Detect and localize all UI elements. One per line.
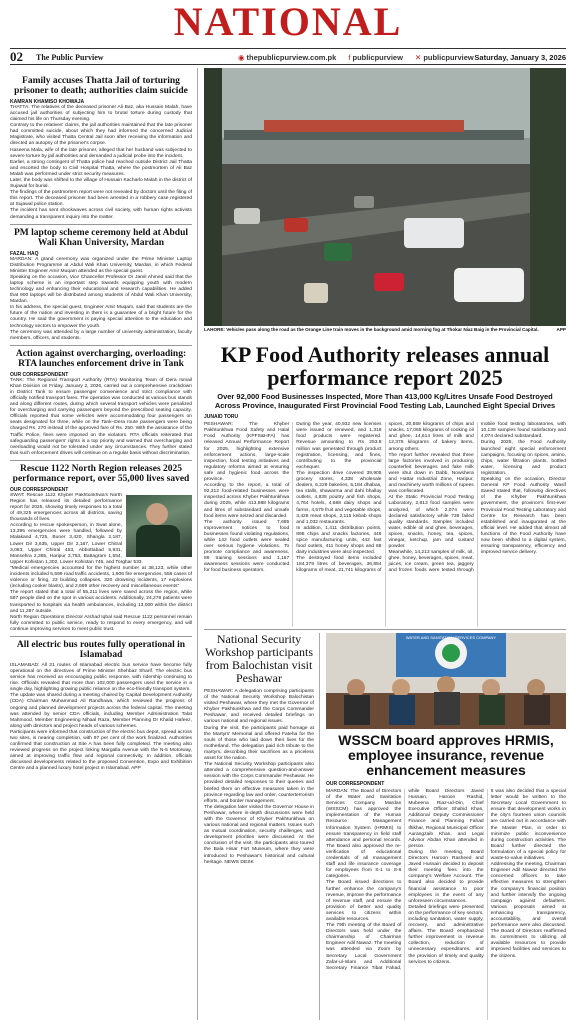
facebook-link[interactable]: f publicpurview bbox=[348, 53, 403, 62]
main-story bbox=[204, 343, 566, 627]
globe-icon: ◉ bbox=[238, 53, 245, 62]
headline: Family accuses Thatta Jail of torturing prisoner to death; authorities claim suicide bbox=[14, 76, 188, 97]
article-body: MARDAN: The Board of Directors of the Water and Sanitation Services Company Mardan (WSSCM) has approved the implementation of the Human Resource Management Information System (HRMIS) to ensure transparency in field staff attendance and personal records. The Board also approved the re-verification of educational credentials of all management staff and life insurance coverage for employees from S-1 to S-6 categories. The Board issued directions to further enhance the company's revenue, improve the performance of revenue staff, and ensure the provision of better and quality services to citizens within available resources. The 79th meeting of the Board of Directors was held under the chairmanship of Chairman Engineer Adil Nawaz. The meeting was attended via Zoom by Secretary Local Government Zafar-ul-Islam and Additional Secretary Finance Tibat Fahad, while Board Directors Javed Hussain, Haroon Rashid, Mubeena Riaz-ud-Din, Chief Executive Officer Shahid Khan, Additional Deputy Commissioner Finance and Planning Fahad Iftikhar, Regional Municipal Officer Aurangzaib Khan, and Legal Advisor Abdan Khan attended in person. During the meeting, Board Directors Haroon Rasheed and Javed Hussain decided to deposit their meeting fees into the company's Welfare Account. The Board also decided to provide financial assistance to poor employees in the event of any unforeseen circumstances. Detailed briefings were presented on the performance of key sectors, including sanitation, water supply, recovery, and administrative affairs. The Board emphasized further improvement in revenue collection, reduction of unnecessary expenditures, and the provision of timely and quality services to citizens. It was also decided that a special letter would be written to the Secretary Local Government to ensure that development works in the city's fourteen union councils are carried out in accordance with the Master Plan, in order to minimize public inconvenience during construction activities. The Board further directed the formulation of a special policy for waste-to-value initiatives. Addressing the meeting, Chairman Engineer Adil Nawaz directed the concerned officers to take effective measures to strengthen the company's financial position and further intensify the ongoing campaign against defaulters. Various proposals aimed at enhancing transparency, accountability, and overall performance were also discussed. The Board of Directors reaffirmed its commitment to utilizing all available resources to provide improved facilities and services to the citizens. bbox=[326, 789, 566, 971]
wsscm-story bbox=[326, 733, 566, 1020]
top-bar bbox=[10, 48, 566, 65]
meeting-photo-illustration bbox=[326, 633, 566, 729]
article-lead: SWAT: Rescue 1122 Khyber Pakhtunkhwa's North Region has released its detailed performance report for 2025, showing timely responses to a total of 49,325 emergencies across all districts, saving thousands of lives. According to rescue spokesperson, in Swat alone, 13,395 emergencies were handled, followed by Malakand 4,725, Buner 3,420, Shangla 2,187, Lower Dir 3,635, Upper Dir 2,187, Lower Chitral 3,063, Upper Chitral 453, Abbottabad 5,931, Mansehra 2,365, Haripur 3,753, Battagram 1,554, Upper Kohistan 1,302, Lower Kohistan 745, and Torghar 533. bbox=[10, 492, 143, 565]
headline: WSSCM board approves HRMIS, employee insurance, revenue enhancement measures bbox=[338, 733, 554, 778]
lead-photo bbox=[204, 68, 566, 326]
headline: Rescue 1122 North Region releases 2025 performance report, over 55,000 lives saved bbox=[12, 463, 190, 485]
page-number: 02 bbox=[10, 49, 23, 64]
article-electric-bus bbox=[10, 640, 192, 773]
main-deck: Over 92,000 Food Businesses Inspected, More Than 413,000 Kg/Litres Unsafe Food Destroyed Across Province, Inaugurated First Provincial Food Testing Lab, Launched Eight Special Drives bbox=[214, 392, 556, 411]
wsscm-photo bbox=[326, 633, 566, 729]
section-title: NATIONAL bbox=[173, 0, 403, 44]
article-thatta-jail bbox=[10, 76, 192, 221]
website-link[interactable]: ◉ thepublicpurview.com.pk bbox=[238, 53, 337, 62]
issue-date: Saturday, January 3, 2026 bbox=[474, 53, 566, 62]
main-headline: KP Food Authority releases annual performance report 2025 bbox=[220, 343, 550, 391]
byline: KAMRAN KHAMISO KHOWAJA bbox=[10, 98, 85, 105]
article-body: THATTA: The relatives of the deceased prisoner Ali Baz, aka Hussain Malah, have accused jail authorities of subjecting him to brutal torture during custody that claimed his life on Thursday evening. Contrary to the relatives' claims, the jail authorities maintained that the late prisoner had committed suicide, about which they had informed the concerned Judicial Magistrate, who visited Thatta Central Jail soon after receiving the information and directed an autopsy of the prisoner's corpse. Haseena Mala, wife of the late prisoner, alleged that her husband was subjected to severe torture by jail authorities and demanded a judicial probe into the incident. Earlier, a strong contingent of Thatta police had reached outside District Jail Thatta and escorted the body to Civil Hospital Thatta, where the postmortem of Ali Baz Malah was performed under strict security measures. Later, the body was shifted to the village of Hussain Kacharlo Malah in the district of Sujawal for burial. The findings of the postmortem report were not revealed by doctors until the filing of this report. The deceased prisoner had been arrested in a robbery case registered at Sujawal police station. The incident has sent shockwaves across civil society, with human rights activists demanding a transparent inquiry into the matter. bbox=[10, 104, 192, 220]
left-column bbox=[10, 68, 198, 1020]
headline: All electric bus routes fully operational in Islamabad bbox=[16, 639, 186, 661]
article-body: ISLAMABAD: All 21 routes of Islamabad electric bus service have become fully operational on the directives of Prime Minister Shehbaz Sharif. The electric bus service has received an encouraging public response, with ridership continuing to rise. Officials revealed that more than 102,000 passengers used the service in a single day, highlighting growing public reliance on the eco-friendly transport system. The update was shared during a meeting chaired by Capital Development Authority (CDA) Chairman Muhammad Ali Randhawa, which reviewed the progress of ongoing and planned development projects across the federal capital. The meeting was attended by senior CDA officials, including Member Administration Talat Mahmood, Member Engineering Nihaal Raza, Member Planning Dr Khalid Hafeez, along with directors and project heads of various schemes. Participants were informed that construction of the electric bus depot, spread across two sites, is nearing completion, with 97 per cent of the work finalized. Authorities confirmed that construction at Site A has been fully completed. The meeting also reviewed progress on the project linking Margalla Avenue with the N-5 Motorway, aimed at improving traffic flow and regional connectivity. In addition, officials discussed developments related to the proposed Convention, Expo and Exhibition Centre and a planned luxury hotel project in Islamabad. APP bbox=[10, 662, 192, 772]
article-body: "Medical emergencies accounted for the highest number at 38,123, while other incidents included 5,599 road traffic accidents, 1,906 fire emergencies, 556 cases of violence or firing, 23 building collapses, 320 drowning incidents, 17 explosions (including cooker blasts), and 2,669 other recovery and miscellaneous events" The report stated that a total of 55,211 lives were saved across the region, while 597 people died on the spot in various accidents. Additionally, 24,278 patients were transported to hospitals via health ambulances, including 13,000 within the district and 11,297 outside. North Region Operations Director Arshad Iqbal said Rescue 1122 personnel remain fully committed to public service, ready to respond to every emergency, and will continue improving services to meet public trust. bbox=[10, 565, 192, 632]
social-links bbox=[238, 50, 484, 65]
facebook-icon: f bbox=[348, 53, 351, 62]
article-rta-tank bbox=[10, 349, 192, 457]
photo-caption: LAHORE: Vehicles pass along the road as the Orange Line train moves in the background amid morning fog at Thokar Niaz Baig in the Provincial Capital. APP bbox=[204, 327, 566, 332]
headline: PM laptop scheme ceremony held at Abdul Wali Khan University, Mardan bbox=[14, 227, 188, 249]
wssc-banner-text: WATER AND SANITATION SERVICES COMPANY MARDAN bbox=[405, 635, 497, 645]
byline: OUR CORRESPONDENT bbox=[10, 371, 69, 378]
article-body: PESHAWAR: A delegation comprising participants of the National Security Workshop Balochistan visited Peshawar, where they met the Governor of Khyber Pakhtunkhwa and the Corps Commander Peshawar, and received detailed briefings on various national and regional issues. During the visit, the participants paid homage at the Martyrs' Memorial and offered Fateha for the souls of those who laid down their lives for the motherland. The delegation paid rich tribute to the martyrs, describing their sacrifices as a priceless asset for the nation. The National Security Workshop participants also attended a comprehensive question-and-answer session with the Corps Commander Peshawar. He provided detailed responses to their queries and briefed them on effective measures taken in the province regarding law and order, counterterrorism efforts, and border management. The delegation later visited the Governor House in Peshawar, where in-depth discussions were held with the Governor of Khyber Pakhtunkhwa on various national and regional matters. Issues such as mutual coordination, security challenges, and development priorities were discussed. At the conclusion of the visit, the participants also toured the Bala Hisar Fort Museum, where they were introduced to Peshawar's historical and cultural heritage. NEWS DESK bbox=[204, 689, 314, 865]
paper-name: The Public Purview bbox=[36, 53, 104, 62]
byline: OUR CORRESPONDENT bbox=[326, 781, 385, 787]
divider bbox=[204, 629, 566, 630]
twitter-link[interactable]: ✕ publicpurview bbox=[415, 53, 474, 62]
twitter-icon: ✕ bbox=[415, 53, 422, 62]
article-body: TANK: The Regional Transport Authority (RTA) Monitoring Team of Dera Ismail Khan Division on Friday, January 2, 2026, carried out a comprehensive crackdown in District Tank to ensure passenger convenience and strict compliance with officially notified transport fares. The operation was conducted at various bus stands and along different routes, during which several transport vehicles were penalized for overcharging and carrying passengers beyond the prescribed seating capacity. Officials reported that some vehicles were accommodating four passengers on seats designated for three, while on the Tank–Dera route passengers were being charged Rs. 270 instead of the approved fare of Rs. 250. With the assistance of the Traffic Police, fines were imposed on the violators. RTA officials reiterated that safeguarding passengers' rights is a top priority and warned that overcharging and overloading would not be tolerated under any circumstances. They further stated that such enforcement drives will continue on a regular basis without discrimination. bbox=[10, 377, 192, 456]
article-rescue-1122 bbox=[10, 464, 192, 633]
byline: OUR CORRESPONDENT bbox=[10, 486, 69, 493]
headline: Action against overcharging, overloading: RTA launches enforcement drive in Tank bbox=[15, 348, 187, 370]
article-laptop-scheme bbox=[10, 228, 192, 342]
byline: JUNAID TORU bbox=[204, 414, 239, 421]
headline: National Security Workshop participants from Balochistan visit Peshawar bbox=[204, 633, 313, 685]
rescue-official-photo bbox=[126, 495, 192, 557]
nsw-story bbox=[204, 633, 320, 1020]
photo-credit: APP bbox=[556, 327, 566, 332]
traffic-photo-illustration bbox=[204, 68, 566, 326]
article-body: MARDAN: A grand ceremony was organized under the Prime Minister Laptop Distribution Programme at Abdul Wali Khan University, Mardan, in which Federal Minister Engineer Amir Muqam attended as the special guest. Speaking on the occasion, Vice Chancellor Professor Dr Jamil Ahmed said that the laptop scheme is an important step towards equipping youth with modern technology and enhancing their educational and research capabilities. He added that 900 laptops will be distributed among students of Abdul Wali Khan University, Mardan. In his address, the special guest, Engineer Amir Muqam, said that students are the future of the nation and investing in them is a guarantee of a bright future for the country. He said the government is paying special attention to the education and technology sectors to empower the youth. The ceremony was attended by a large number of university administration, faculty members, officers, and students. bbox=[10, 256, 192, 341]
main-body: PESHAWAR: The Khyber Pakhtunkhwa Food Safety and Halal Food Authority (KPFS&HFA) has released Annual Performance Report for 2025, highlighting extensive enforcement actions, large-scale inspection, food testing initiatives and regulatory reforms aimed at ensuring safe and hygienic food across the province. According to the report, a total of 92,312 food-related businesses were inspected across Khyber Pakhtunkhwa during 2025, while 413,888 kilograms and litres of substandard and unsafe food items were seized and discarded. The authority issued 7,685 improvement notices to food businesses found violating regulations, while 142 food outlets were sealed over serious hygiene violations. To promote compliance and awareness, 89 training sessions and 1,167 awareness sessions were conducted for food business operators. During the year, 40,932 new licenses were issued or renewed, and 1,318 food products were registered. Revenue amounting to Rs 253.8 million was generated through product registration, licensing, and fines, contributing to the provincial exchequer. The inspection drive covered 39,905 grocery stores, 4,338 wholesale dealers, 6,228 bakeries, 5,184 dhabas, tea stalls, shawarma and dahi bhallay outlets, 4,835 poultry and fish shops, 4,764 hotels, 4,688 dairy shops and farms, 4,579 fruit and vegetable shops, 3,426 meat shops, 2,115 kebab shops and 1,032 restaurants. In addition, 1,411 distribution points, 895 chips and snacks factories, 446 spice manufacturing units, 442 fast food outlets, 411 honey shops and 68 dairy industries were also inspected. The destroyed food items included 184,379 litres of beverages, 36,854 kilograms of meat, 21,741 kilograms of spices, 20,559 kilograms of chips and snacks, 17,065 kilograms of cooking oil and ghee, 14,614 litres of milk and 12,376 kilograms of bakery items, among others. The report further revealed that three large factories involved in producing counterfeit beverages and fake milk were shut down in Dabb, Nowshera and Hattar Industrial Zone, Haripur, and machinery worth millions of rupees was confiscated. At the Static Provincial Food Testing Laboratory, 2,813 food samples were analyzed, of which 2,074 were declared satisfactory while 738 failed quality standards. Samples included water, edible oil and ghee, beverages, spices, snacks, honey, tea, spices, vinegar, ketchup, jam and custard powder. Meanwhile, 14,213 samples of milk, oil, ghee, honey, beverages, spices, meat, juices, ice cream, green tea, jaggery and frozen foods were tested through mobile food testing laboratories, with 10,139 samples found satisfactory and 4,074 declared substandard. During 2025, the Food Authority launched eight special enforcement campaigns, focusing on spices, amino, chips, water filtration plants, bottled water, licensing and product registration. Speaking on the occasion, Director General KP Food Authority Wasif Saeed stated that, following directives of the Khyber Pakhtunkhwa government, the province's first-ever Provincial Food Testing Laboratory and Centre for Research has been established and inaugurated at the official level. He added that almost all functions of the Food Authority have now been shifted to a digital system, ensuring transparency, efficiency and improved service delivery. bbox=[204, 422, 566, 574]
byline: FAZAL HAQ bbox=[10, 250, 39, 257]
masthead bbox=[0, 0, 576, 48]
